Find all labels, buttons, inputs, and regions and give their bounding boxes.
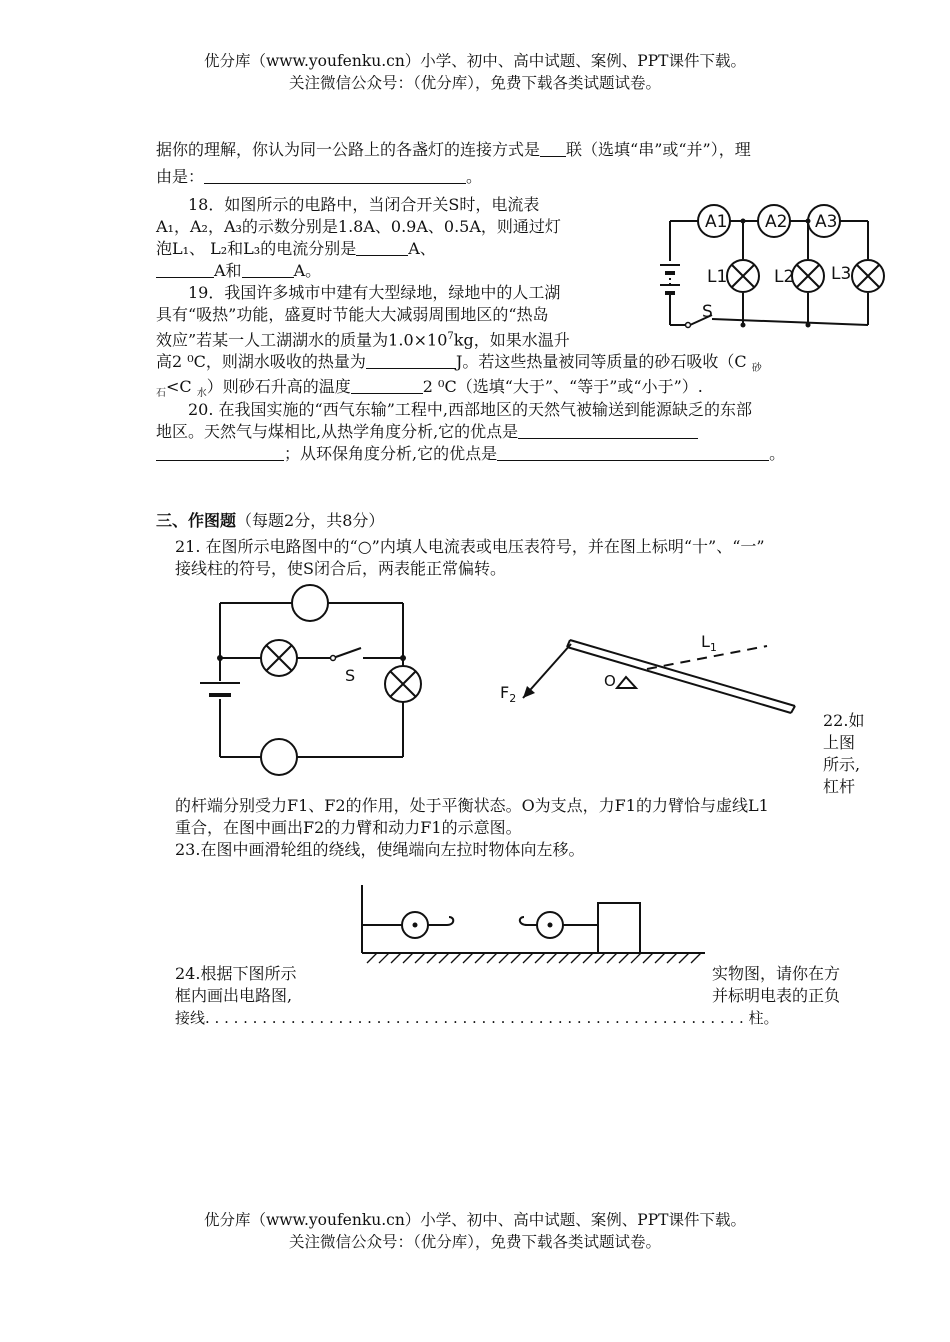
q19-line-3: 效应”若某一人工湖湖水的质量为$1.0\times 10^7kg$，如果水温升 <box>156 330 570 350</box>
q17-blank-reason <box>204 167 466 184</box>
q24-line-1a: 24.根据下图所示 <box>175 964 297 983</box>
q18-blank-1 <box>356 239 408 256</box>
q22-side-line-3: 所示, <box>823 755 861 774</box>
force-f2-label: $F_2$ <box>500 683 517 705</box>
q22-lever-diagram <box>495 620 805 730</box>
q22-line-2: 重合，在图中画出F2的力臂和动力F1的示意图。 <box>175 818 522 837</box>
q18-line-3: 泡L₁、 L₂和L₃的电流分别是 A、 <box>156 239 436 258</box>
q18-line-1: 18．如图所示的电路中，当闭合开关S时，电流表 <box>188 195 540 214</box>
q21-switch-label: S <box>345 666 356 685</box>
meter-a3-label: A3 <box>815 212 838 232</box>
q21-line-1: 21. 在图所示电路图中的“○”内填人电流表或电压表符号，并在图上标明“十”、“一” <box>175 537 765 556</box>
section-3-heading <box>156 509 384 533</box>
header-line-2: 关注微信公众号：（优分库），免费下载各类试题试卷。 <box>288 74 661 92</box>
q19-blank-compare <box>351 377 423 394</box>
pivot-o-label: O <box>604 672 616 690</box>
q22-side-line-2: 上图 <box>823 733 856 752</box>
q19-blank-heat <box>366 352 456 369</box>
q18-line-2: A₁，A₂，A₃的示数分别是1.8A、0.9A、0.5A，则通过灯 <box>156 217 561 236</box>
q21-line-2: 接线柱的符号，使S闭合后，两表能正常偏转。 <box>175 559 506 578</box>
line-l1-label: $L_1$ <box>701 632 717 654</box>
q22-side-line-4: 杠杆 <box>823 777 856 796</box>
q20-blank-thermal <box>518 422 698 439</box>
q22-line-1: 的杆端分别受力F1、F2的作用，处于平衡状态。O为支点，力F1的力臂恰与虚线L1 <box>175 796 769 815</box>
lamp-l3-label: L3 <box>831 264 852 284</box>
q20-blank-environment <box>497 444 769 461</box>
q23-line-1: 23.在图中画滑轮组的绕线，使绳端向左拉时物体向左移。 <box>175 840 585 859</box>
lamp-l1-label: L1 <box>707 267 728 287</box>
meter-a2-label: A2 <box>765 212 788 232</box>
q17-blank-connection <box>540 140 566 157</box>
footer-line-1: 优分库（www.youfenku.cn）小学、初中、高中试题、案例、PPT课件下载。 <box>203 1211 747 1229</box>
q17-line-2: 由是： 。 <box>156 167 483 186</box>
q20-line-3: ；从环保角度分析,它的优点是 。 <box>156 442 785 466</box>
q24-line-2b: 并标明电表的正负 <box>712 986 841 1005</box>
q19-line-2: 具有“吸热”功能，盛夏时节能大大减弱周围地区的“热岛 <box>156 305 549 324</box>
q24-line-1b: 实物图，请你在方 <box>712 964 841 983</box>
q23-pulley-diagram <box>355 885 710 970</box>
q22-side-line-1: 22.如 <box>823 711 865 730</box>
section-3-title: 三、作图题 <box>156 511 237 530</box>
q19-line-5: $_石$<C $_水$）则砂石升高的温度 2 ⁰C（选填“大于”、“等于”或“小于”）. <box>156 377 703 400</box>
section-3-note: （每题2分，共8分） <box>236 511 385 530</box>
q20-blank-thermal-cont <box>156 444 284 461</box>
q20-line-2: 地区。天然气与煤相比,从热学角度分析,它的优点是 <box>156 420 698 444</box>
q17-line-1: 据你的理解，你认为同一公路上的各盏灯的连接方式是 联（选填“串”或“并”），理 <box>156 140 751 159</box>
q18-circuit-diagram <box>650 195 900 340</box>
lamp-l2-label: L2 <box>774 267 795 287</box>
meter-a1-label: A1 <box>705 212 728 232</box>
q18-switch-label: S <box>702 302 713 322</box>
q21-circuit-diagram <box>195 585 435 785</box>
q18-blank-2 <box>156 261 214 278</box>
q22-side-text <box>823 710 864 798</box>
q19-line-1: 19．我国许多城市中建有大型绿地，绿地中的人工湖 <box>188 283 561 302</box>
q20-line-1: 20. 在我国实施的“西气东输”工程中,西部地区的天然气被输送到能源缺乏的东部 <box>188 400 752 419</box>
ground-hatch <box>367 953 701 963</box>
q18-blank-3 <box>242 261 294 278</box>
q19-line-4: 高2 ⁰C，则湖水吸收的热量为 J。若这些热量被同等质量的砂石吸收（C $_砂$ <box>156 352 762 375</box>
header-line-1: 优分库（www.youfenku.cn）小学、初中、高中试题、案例、PPT课件下载。 <box>203 52 747 70</box>
q24-line-2a: 框内画出电路图, <box>175 986 293 1005</box>
footer-line-2: 关注微信公众号：（优分库），免费下载各类试题试卷。 <box>288 1233 661 1251</box>
q24-line-3: 接线. . . . . . . . . . . . . . . . . . . . . . . . . . . . . . . . . . . . . . . . . . . . . . . . . . . . . . . . . 柱。 <box>175 1009 779 1027</box>
q18-line-4: A和 A。 <box>156 259 321 283</box>
